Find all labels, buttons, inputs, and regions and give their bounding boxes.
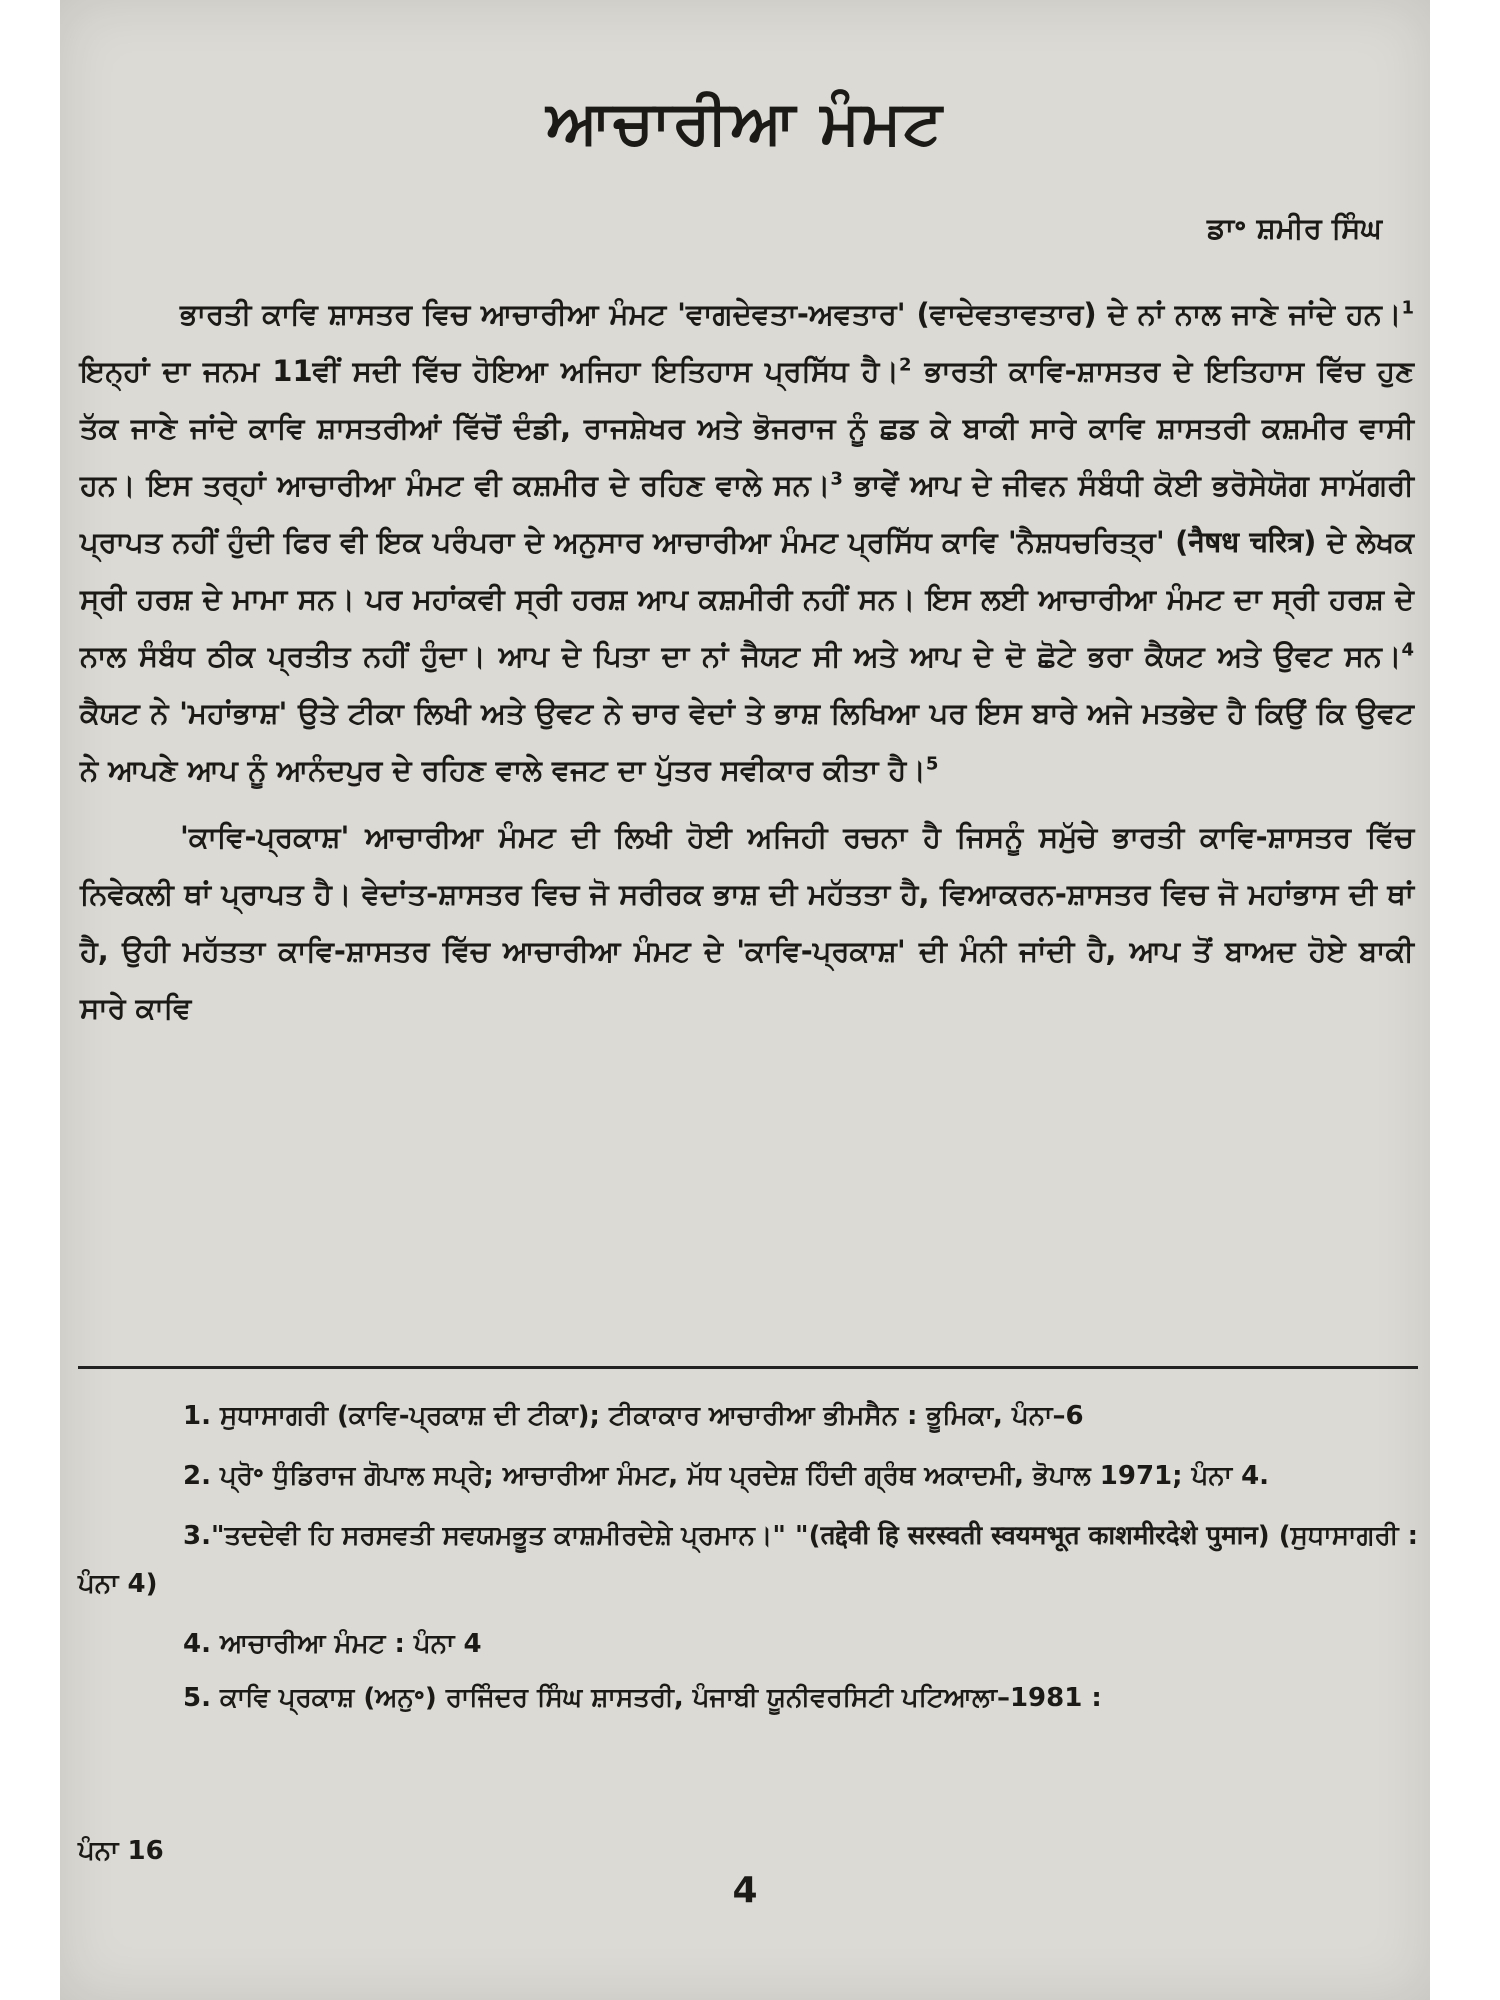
paragraph-1-segment-4: ਭਾਵੇਂ ਆਪ ਦੇ ਜੀਵਨ ਸੰਬੰਧੀ ਕੋਈ ਭਰੋਸੇਯੋਗ ਸਾਮੱਗਰੀ ਪ੍ਰਾਪਤ ਨਹੀਂ ਹੁੰਦੀ ਫਿਰ ਵੀ ਇਕ ਪਰੰਪਰਾ ਦੇ ਅਨੁਸਾਰ ਆਚਾਰੀਆ ਮੰਮਟ ਪ੍ਰਸਿੱਧ ਕਾਵਿ 'ਨੈਸ਼ਧਚਰਿਤ੍ਰ' (नैषध चरित्र) ਦੇ ਲੇਖਕ ਸ੍ਰੀ ਹਰਸ਼ ਦੇ ਮਾਮਾ ਸਨ। ਪਰ ਮਹਾਂਕਵੀ ਸ੍ਰੀ ਹਰਸ਼ ਆਪ ਕਸ਼ਮੀਰੀ ਨਹੀਂ ਸਨ। ਇਸ ਲਈ ਆਚਾਰੀਆ ਮੰਮਟ ਦਾ ਸ੍ਰੀ ਹਰਸ਼ ਦੇ ਨਾਲ ਸੰਬੰਧ ਠੀਕ ਪ੍ਰਤੀਤ ਨਹੀਂ ਹੁੰਦਾ। ਆਪ ਦੇ ਪਿਤਾ ਦਾ ਨਾਂ ਜੈਯਟ ਸੀ ਅਤੇ ਆਪ ਦੇ ਦੋ ਛੋਟੇ ਭਰਾ ਕੈਯਟ ਅਤੇ ਉਵਟ ਸਨ। (80, 468, 1414, 673)
paragraph-1-segment-1: ਭਾਰਤੀ ਕਾਵਿ ਸ਼ਾਸਤਰ ਵਿਚ ਆਚਾਰੀਆ ਮੰਮਟ 'ਵਾਗਦੇਵਤਾ-ਅਵਤਾਰ' (ਵਾਦੇਵਤਾਵਤਾਰ) ਦੇ ਨਾਂ ਨਾਲ ਜਾਣੇ ਜਾਂਦੇ ਹਨ। (180, 297, 1402, 331)
footnote-5: 5. ਕਾਵਿ ਪ੍ਰਕਾਸ਼ (ਅਨੁ॰) ਰਾਜਿੰਦਰ ਸਿੰਘ ਸ਼ਾਸਤਰੀ, ਪੰਜਾਬੀ ਯੂਨੀਵਰਸਿਟੀ ਪਟਿਆਲਾ–1981 : (183, 1683, 1102, 1713)
book-page (60, 0, 1430, 2000)
author-name: ਡਾ॰ ਸ਼ਮੀਰ ਸਿੰਘ (1206, 211, 1382, 245)
footnote-divider (78, 1366, 1418, 1369)
footnote-4: 4. ਆਚਾਰੀਆ ਮੰਮਟ : ਪੰਨਾ 4 (183, 1629, 482, 1659)
footnote-3: 3."ਤਦਦੇਵੀ ਹਿ ਸਰਸਵਤੀ ਸਵਯਮਭੂਤ ਕਾਸ਼ਮੀਰਦੇਸ਼ੇ ਪ੍ਰਮਾਨ।" "(तद्देवी हि सरस्वती स्वयमभूत काशमीरदेशे पुमान) (ਸੁਧਾਸਾਗਰੀ : ਪੰਨਾ 4) (78, 1521, 1418, 1599)
footnote-ref-3: 3 (830, 468, 843, 490)
footnote-1: 1. ਸੁਧਾਸਾਗਰੀ (ਕਾਵਿ-ਪ੍ਰਕਾਸ਼ ਦੀ ਟੀਕਾ); ਟੀਕਾਕਾਰ ਆਚਾਰੀਆ ਭੀਮਸੈਨ : ਭੂਮਿਕਾ, ਪੰਨਾ–6 (183, 1401, 1084, 1431)
folio-label: ਪੰਨਾ 16 (78, 1836, 164, 1866)
page-number: 4 (732, 1870, 758, 1911)
footnote-ref-5: 5 (925, 753, 939, 775)
article-title: ਆਚਾਰੀਆ ਮੰਮਟ (546, 88, 944, 159)
footnotes (78, 1392, 1418, 1734)
footnote-ref-4: 4 (1401, 639, 1414, 661)
paragraph-1-segment-2: ਇਨ੍ਹਾਂ ਦਾ ਜਨਮ 11ਵੀਂ ਸਦੀ ਵਿੱਚ ਹੋਇਆ ਅਜਿਹਾ ਇਤਿਹਾਸ ਪ੍ਰਸਿੱਧ ਹੈ। (80, 354, 899, 388)
footnote-ref-1: 1 (1401, 297, 1414, 319)
paragraph-1 (80, 286, 1414, 799)
paragraph-2: 'ਕਾਵਿ-ਪ੍ਰਕਾਸ਼' ਆਚਾਰੀਆ ਮੰਮਟ ਦੀ ਲਿਖੀ ਹੋਈ ਅਜਿਹੀ ਰਚਨਾ ਹੈ ਜਿਸਨੂੰ ਸਮੁੱਚੇ ਭਾਰਤੀ ਕਾਵਿ-ਸ਼ਾਸਤਰ ਵਿੱਚ ਨਿਵੇਕਲੀ ਥਾਂ ਪ੍ਰਾਪਤ ਹੈ। ਵੇਦਾਂਤ-ਸ਼ਾਸਤਰ ਵਿਚ ਜੋ ਸਰੀਰਕ ਭਾਸ਼ ਦੀ ਮਹੱਤਤਾ ਹੈ, ਵਿਆਕਰਨ-ਸ਼ਾਸਤਰ ਵਿਚ ਜੋ ਮਹਾਂਭਾਸ ਦੀ ਥਾਂ ਹੈ, ਉਹੀ ਮਹੱਤਤਾ ਕਾਵਿ-ਸ਼ਾਸਤਰ ਵਿੱਚ ਆਚਾਰੀਆ ਮੰਮਟ ਦੇ 'ਕਾਵਿ-ਪ੍ਰਕਾਸ਼' ਦੀ ਮੰਨੀ ਜਾਂਦੀ ਹੈ, ਆਪ ਤੋਂ ਬਾਅਦ ਹੋਏ ਬਾਕੀ ਸਾਰੇ ਕਾਵਿ (80, 820, 1414, 1025)
footnote-2: 2. ਪ੍ਰੋ॰ ਧੁੰਡਿਰਾਜ ਗੋਪਾਲ ਸਪ੍ਰੇ; ਆਚਾਰੀਆ ਮੰਮਟ, ਮੱਧ ਪ੍ਰਦੇਸ਼ ਹਿੰਦੀ ਗ੍ਰੰਥ ਅਕਾਦਮੀ, ਭੋਪਾਲ 1971; ਪੰਨਾ 4. (183, 1461, 1270, 1491)
footnote-ref-2: 2 (898, 354, 912, 376)
paragraph-1-segment-3: ਭਾਰਤੀ ਕਾਵਿ-ਸ਼ਾਸਤਰ ਦੇ ਇਤਿਹਾਸ ਵਿੱਚ ਹੁਣ ਤੱਕ ਜਾਣੇ ਜਾਂਦੇ ਕਾਵਿ ਸ਼ਾਸਤਰੀਆਂ ਵਿੱਚੋਂ ਦੰਡੀ, ਰਾਜਸ਼ੇਖਰ ਅਤੇ ਭੋਜਰਾਜ ਨੂੰ ਛਡ ਕੇ ਬਾਕੀ ਸਾਰੇ ਕਾਵਿ ਸ਼ਾਸਤਰੀ ਕਸ਼ਮੀਰ ਵਾਸੀ ਹਨ। ਇਸ ਤਰ੍ਹਾਂ ਆਚਾਰੀਆ ਮੰਮਟ ਵੀ ਕਸ਼ਮੀਰ ਦੇ ਰਹਿਣ ਵਾਲੇ ਸਨ। (80, 354, 1414, 502)
paragraph-1-segment-5: ਕੈਯਟ ਨੇ 'ਮਹਾਂਭਾਸ਼' ਉਤੇ ਟੀਕਾ ਲਿਖੀ ਅਤੇ ਉਵਟ ਨੇ ਚਾਰ ਵੇਦਾਂ ਤੇ ਭਾਸ਼ ਲਿਖਿਆ ਪਰ ਇਸ ਬਾਰੇ ਅਜੇ ਮਤਭੇਦ ਹੈ ਕਿਉਂ ਕਿ ਉਵਟ ਨੇ ਆਪਣੇ ਆਪ ਨੂੰ ਆਨੰਦਪੁਰ ਦੇ ਰਹਿਣ ਵਾਲੇ ਵਜਟ ਦਾ ਪੁੱਤਰ ਸਵੀਕਾਰ ਕੀਤਾ ਹੈ। (80, 696, 1414, 787)
article-body (80, 286, 1414, 1037)
